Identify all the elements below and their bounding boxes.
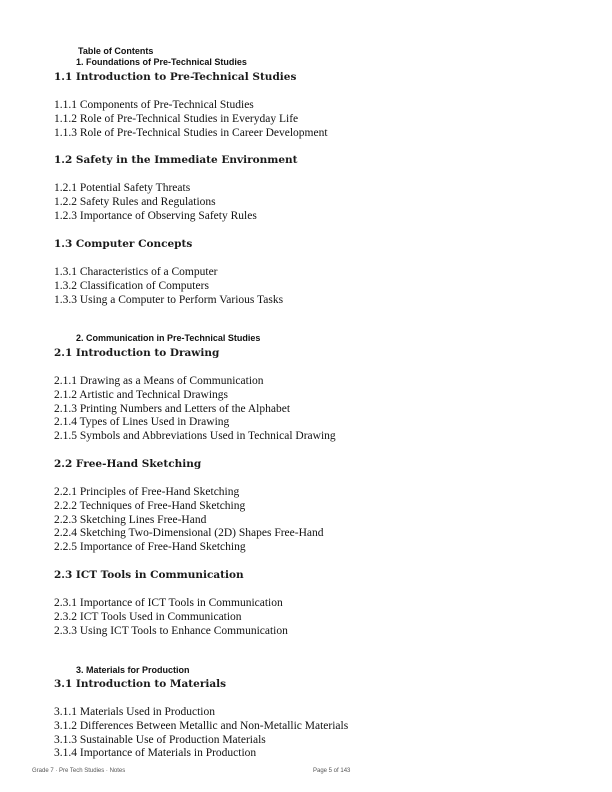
- section-heading-3-1: 3.1 Introduction to Materials: [54, 678, 227, 690]
- subsection-item: 3.1.3 Sustainable Use of Production Materials: [54, 733, 266, 746]
- subsection-item: 1.1.1 Components of Pre-Technical Studies: [54, 99, 254, 111]
- subsection-item: 2.3.2 ICT Tools Used in Communication: [54, 610, 242, 623]
- toc-title: Table of Contents: [78, 46, 154, 56]
- section-heading-2-1: 2.1 Introduction to Drawing: [54, 347, 220, 359]
- subsection-item: 1.3.1 Characteristics of a Computer: [54, 266, 218, 278]
- subsection-item: 2.1.5 Symbols and Abbreviations Used in Technical Drawing: [54, 430, 336, 443]
- subsection-item: 3.1.1 Materials Used in Production: [54, 706, 215, 718]
- subsection-list-1-3: [54, 266, 283, 307]
- subsection-item: 2.1.4 Types of Lines Used in Drawing: [54, 416, 230, 429]
- section-heading-1-1: 1.1 Introduction to Pre-Technical Studies: [54, 71, 297, 83]
- subsection-item: 2.2.1 Principles of Free-Hand Sketching: [54, 486, 240, 498]
- subsection-list-3-1: [54, 706, 348, 761]
- section-heading-1-3: 1.3 Computer Concepts: [54, 238, 193, 250]
- subsection-item: 1.2.1 Potential Safety Threats: [54, 182, 191, 194]
- subsection-item: 2.2.2 Techniques of Free-Hand Sketching: [54, 499, 246, 512]
- subsection-list-2-1: [54, 375, 336, 444]
- subsection-item: 1.3.3 Using a Computer to Perform Various Tasks: [54, 293, 284, 306]
- subsection-item: 2.2.5 Importance of Free-Hand Sketching: [54, 541, 246, 554]
- subsection-item: 3.1.2 Differences Between Metallic and Non-Metallic Materials: [54, 719, 349, 732]
- subsection-list-2-2: [54, 486, 324, 555]
- subsection-item: 1.1.2 Role of Pre-Technical Studies in Everyday Life: [54, 112, 299, 125]
- subsection-item: 2.2.4 Sketching Two-Dimensional (2D) Shapes Free-Hand: [54, 527, 324, 540]
- subsection-list-2-3: [54, 597, 288, 638]
- subsection-item: 2.3.3 Using ICT Tools to Enhance Communication: [54, 624, 288, 637]
- subsection-item: 1.2.2 Safety Rules and Regulations: [54, 195, 216, 208]
- subsection-item: 1.2.3 Importance of Observing Safety Rules: [54, 209, 257, 222]
- footer-document-label: Grade 7 · Pre Tech Studies · Notes: [32, 768, 126, 774]
- subsection-item: 2.1.1 Drawing as a Means of Communication: [54, 375, 264, 387]
- subsection-item: 2.1.3 Printing Numbers and Letters of the Alphabet: [54, 402, 291, 415]
- subsection-item: 1.1.3 Role of Pre-Technical Studies in Career Development: [54, 126, 328, 139]
- section-heading-2-3: 2.3 ICT Tools in Communication: [54, 569, 244, 581]
- subsection-list-1-1: [54, 99, 328, 140]
- section-heading-1-2: 1.2 Safety in the Immediate Environment: [54, 154, 298, 166]
- part-heading-1: 1. Foundations of Pre-Technical Studies: [76, 57, 247, 67]
- subsection-item: 2.1.2 Artistic and Technical Drawings: [54, 388, 228, 401]
- subsection-item: 3.1.4 Importance of Materials in Production: [54, 747, 257, 760]
- subsection-item: 2.3.1 Importance of ICT Tools in Communication: [54, 597, 283, 609]
- section-heading-2-2: 2.2 Free-Hand Sketching: [54, 458, 202, 470]
- footer-page-number: Page 5 of 143: [313, 768, 351, 774]
- subsection-item: 2.2.3 Sketching Lines Free-Hand: [54, 513, 207, 526]
- part-heading-2: 2. Communication in Pre-Technical Studies: [76, 333, 261, 343]
- part-heading-3: 3. Materials for Production: [76, 665, 190, 675]
- subsection-list-1-2: [54, 182, 257, 223]
- subsection-item: 1.3.2 Classification of Computers: [54, 279, 209, 292]
